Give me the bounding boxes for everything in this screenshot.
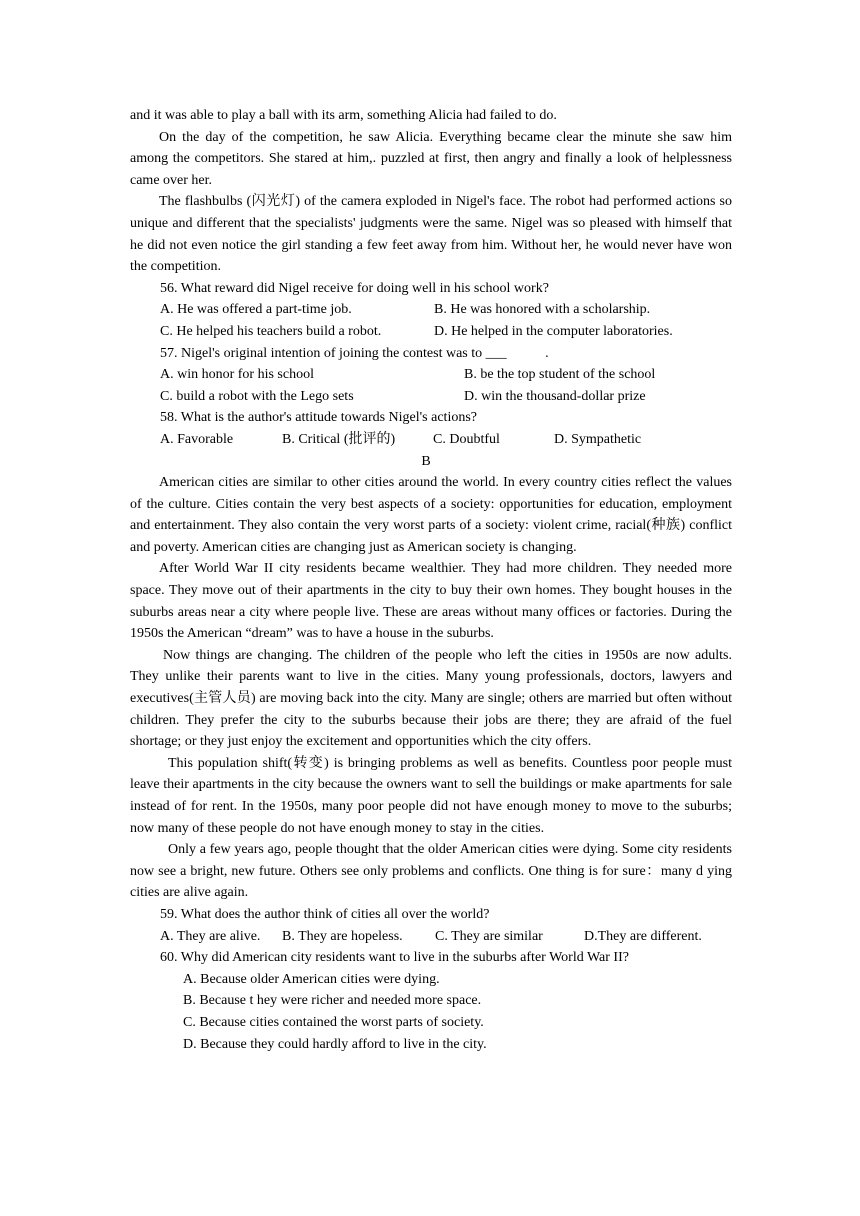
question-58-option-b: B. Critical (批评的)	[282, 431, 396, 447]
question-58-option-d: D. Sympathetic	[554, 431, 642, 447]
question-59-stem: 59. What does the author think of cities all over the world?	[160, 906, 490, 922]
question-58-options-row	[130, 429, 732, 451]
question-60-stem: 60. Why did American city residents want to live in the suburbs after World War II?	[160, 950, 629, 966]
question-58-option-a: A. Favorable	[160, 431, 234, 447]
question-56-option-a: A. He was offered a part-time job.	[160, 302, 352, 318]
passage-b-paragraph-4: This population shift(转变) is bringing problems as well as benefits. Countless poor people must leave their apartments in the city because the owners want to sell the buildings or make apartments for sale instead of for rent. In the 1950s, many poor people did not have enough money to move to the suburbs; now many of these people do not have enough money to stay in the cities.	[130, 755, 732, 836]
passage-a-paragraph-3: The flashbulbs (闪光灯) of the camera exploded in Nigel's face. The robot had performed actions so unique and different that the specialists' judgments were the same. Nigel was so pleased with himself that he did not even notice the girl standing a few feet away from him. Without her, he would never have won the competition.	[130, 194, 732, 275]
passage-b-paragraph-1: American cities are similar to other cities around the world. In every country cities reflect the values of the culture. Cities contain the very best aspects of a society: opportunities for education, employment and entertainment. They also contain the very worst parts of a society: violent crime, racial(种族) conflict and poverty. American cities are changing just as American society is changing.	[130, 475, 732, 555]
question-59-option-b: B. They are hopeless.	[282, 928, 403, 944]
question-56-option-d: D. He helped in the computer laboratories.	[434, 323, 673, 339]
question-56-options-row-2	[130, 321, 732, 343]
question-57-option-b: B. be the top student of the school	[464, 367, 656, 383]
question-57-options-row-1	[130, 364, 732, 386]
question-57-option-a: A. win honor for his school	[160, 367, 314, 383]
question-56-option-b: B. He was honored with a scholarship.	[434, 302, 651, 318]
question-59-option-d: D.They are different.	[584, 928, 702, 944]
question-56-option-c: C. He helped his teachers build a robot.	[160, 323, 382, 339]
passage-b-paragraph-2: After World War II city residents became wealthier. They had more children. They needed more space. They move out of their apartments in the city to buy their own homes. They bought houses in the suburbs areas near a city where people live. These are areas without many offices or factories. During the 1950s the American “dream” was to have a house in the suburbs.	[130, 561, 732, 642]
question-56-stem: 56. What reward did Nigel receive for doing well in his school work?	[160, 280, 549, 296]
question-60-option-c: C. Because cities contained the worst parts of society.	[183, 1014, 484, 1030]
question-59-option-a: A. They are alive.	[160, 928, 261, 944]
question-57-option-c: C. build a robot with the Lego sets	[160, 388, 354, 404]
question-57-options-row-2	[130, 386, 732, 408]
question-58-stem: 58. What is the author's attitude towards Nigel's actions?	[160, 410, 477, 426]
passage-b-paragraph-5: Only a few years ago, people thought that the older American cities were dying. Some city residents now see a bright, new future. Others see only problems and conflicts. One thing is for sure：many d ying cities are alive again.	[130, 842, 732, 901]
question-56-options-row-1	[130, 299, 732, 321]
section-b-title: B	[421, 453, 431, 469]
passage-a-paragraph-2: On the day of the competition, he saw Alicia. Everything became clear the minute she saw him among the competitors. She stared at him,. puzzled at first, then angry and finally a look of helplessness came over her.	[130, 129, 732, 188]
passage-a-paragraph-1: and it was able to play a ball with its arm, something Alicia had failed to do.	[130, 108, 557, 123]
question-59-option-c: C. They are similar	[435, 928, 543, 944]
passage-b-paragraph-3: Now things are changing. The children of the people who left the cities in 1950s are now adults. They unlike their parents want to live in the cities. Many young professionals, doctors, lawyers and executives(主管人员) are moving back into the city. Many are single; others are married but often without children. They prefer the city to the suburbs because their jobs are there; they are afraid of the fuel shortage; or they just enjoy the excitement and opportunities which the city offers.	[130, 647, 732, 750]
question-60-option-b: B. Because t hey were richer and needed more space.	[183, 993, 482, 1009]
question-57-option-d: D. win the thousand-dollar prize	[464, 388, 646, 404]
question-59-options-row	[130, 926, 732, 948]
question-60-option-d: D. Because they could hardly afford to live in the city.	[183, 1036, 487, 1052]
question-57-stem: 57. Nigel's original intention of joining the contest was to ___ .	[160, 345, 549, 361]
question-60-option-a: A. Because older American cities were dying.	[183, 971, 440, 987]
question-58-option-c: C. Doubtful	[433, 431, 500, 447]
